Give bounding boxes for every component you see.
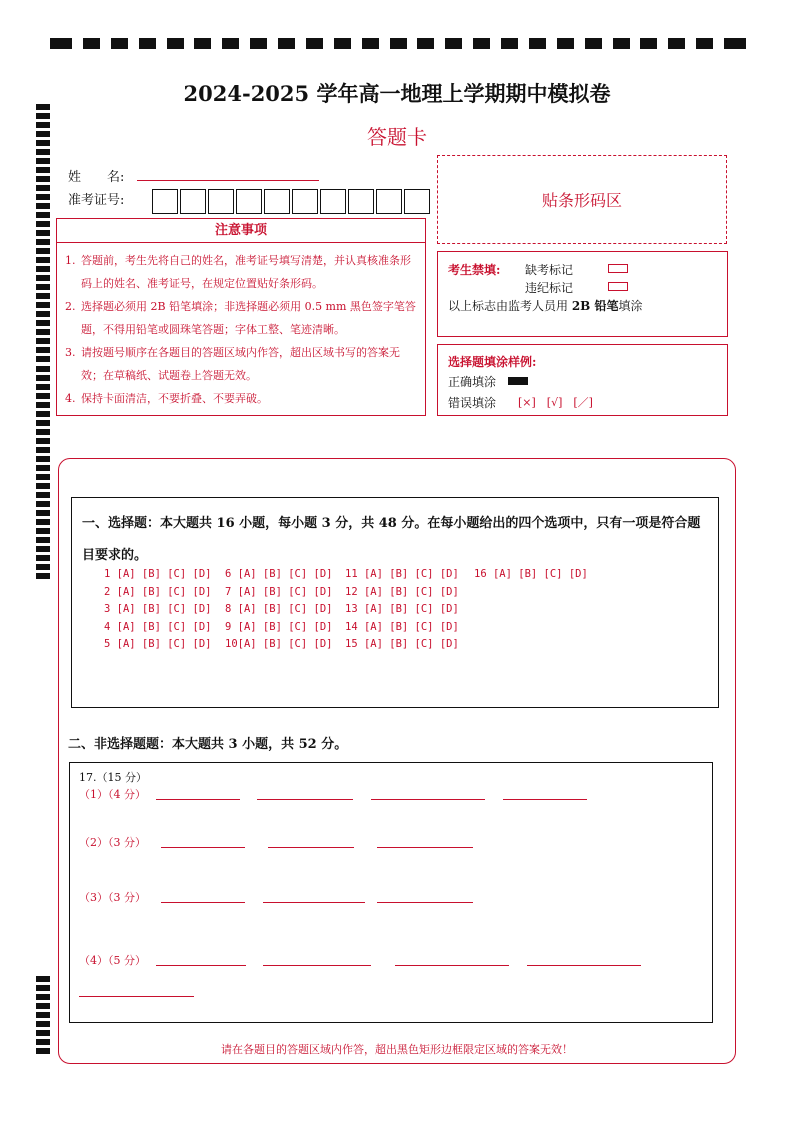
q17-part3-label: （3）（3 分） — [79, 891, 146, 904]
note-item: 4. 保持卡面清洁，不要折叠、不要弄破。 — [65, 392, 268, 405]
choice-row: 1 [A] [B] [C] [D] — [104, 568, 212, 580]
absent-label: 缺考标记 — [525, 263, 574, 277]
answer-line[interactable] — [263, 965, 371, 966]
id-label: 准考证号: — [68, 193, 125, 208]
choice-row: 7 [A] [B] [C] [D] — [225, 585, 333, 598]
answer-line[interactable] — [161, 847, 245, 848]
left-timing-marks-middle — [36, 366, 50, 579]
q17-part1-label: （1）（4 分） — [79, 788, 146, 801]
answer-line[interactable] — [371, 799, 485, 800]
choice-column-4[interactable] — [474, 566, 588, 584]
choice-column-1[interactable] — [104, 566, 211, 654]
q17-label: 17.（15 分） — [79, 771, 147, 784]
answer-line[interactable] — [156, 965, 246, 966]
answer-line[interactable] — [156, 799, 240, 800]
choice-row: 13 [A] [B] [C] [D] — [345, 603, 459, 615]
violation-mark[interactable] — [608, 282, 628, 291]
top-timing-marks — [50, 38, 746, 51]
answer-line[interactable] — [395, 965, 509, 966]
name-field[interactable] — [137, 180, 319, 181]
answer-line[interactable] — [161, 902, 245, 903]
section2-title: 二、非选择题题：本大题共 3 小题，共 52 分。 — [68, 737, 348, 752]
choice-row: 6 [A] [B] [C] [D] — [225, 568, 333, 580]
answer-sheet-title: 答题卡 — [367, 125, 427, 149]
answer-line[interactable] — [377, 847, 473, 848]
choice-row: 12 [A] [B] [C] [D] — [345, 585, 459, 598]
choice-row: 16 [A] [B] [C] [D] — [474, 568, 588, 580]
exam-title: 2024-2025 学年高一地理上学期期中模拟卷 — [183, 81, 611, 106]
notes-heading: 注意事项 — [57, 219, 425, 243]
q17-part2-label: （2）（3 分） — [79, 836, 146, 849]
absent-mark[interactable] — [608, 264, 628, 273]
choice-row: 9 [A] [B] [C] [D] — [225, 620, 333, 633]
choice-row: 3 [A] [B] [C] [D] — [104, 603, 212, 615]
violation-label: 违纪标记 — [525, 281, 574, 295]
choice-row: 2 [A] [B] [C] [D] — [104, 585, 212, 598]
answer-line[interactable] — [268, 847, 354, 848]
choice-row: 10[A] [B] [C] [D] — [225, 638, 333, 650]
examiner-only-box — [437, 251, 728, 337]
sample-label: 选择题填涂样例: — [448, 355, 537, 369]
choice-row: 11 [A] [B] [C] [D] — [345, 568, 459, 580]
answer-line[interactable] — [377, 902, 473, 903]
answer-line[interactable] — [527, 965, 641, 966]
forbid-note: 以上标志由监考人员用 2B 铅笔填涂 — [448, 299, 643, 313]
choice-row: 15 [A] [B] [C] [D] — [345, 638, 459, 650]
note-item: 3. 请按题号顺序在各题目的答题区域内作答，超出区域书写的答案无效；在草稿纸、试题卷上答题无效。 — [65, 346, 400, 382]
fill-sample-box — [437, 344, 728, 416]
answer-line[interactable] — [257, 799, 353, 800]
multiple-choice-box — [71, 497, 719, 708]
notes-box — [56, 218, 426, 416]
answer-line[interactable] — [503, 799, 587, 800]
choice-row: 14 [A] [B] [C] [D] — [345, 620, 459, 633]
correct-label: 正确填涂 — [448, 375, 497, 389]
footer-warning: 请在各题目的答题区域内作答，超出黑色矩形边框限定区域的答案无效！ — [221, 1043, 573, 1056]
name-label: 姓 名: — [68, 170, 125, 185]
exam-id-boxes[interactable] — [152, 189, 432, 214]
wrong-fill-examples: [×] [√] [／] — [518, 396, 593, 409]
choice-row: 8 [A] [B] [C] [D] — [225, 603, 333, 615]
q17-part4-label: （4）（5 分） — [79, 954, 146, 967]
forbid-label: 考生禁填: — [448, 263, 501, 277]
answer-line[interactable] — [79, 996, 194, 997]
correct-fill-example — [508, 377, 528, 385]
choice-column-2[interactable] — [225, 566, 332, 654]
q17-answer-box — [69, 762, 713, 1023]
note-item: 1. 答题前，考生先将自己的姓名，准考证号填写清楚，并认真核准条形码上的姓名、准考证号，在规定位置贴好条形码。 — [65, 254, 411, 290]
note-item: 2. 选择题必须用 2B 铅笔填涂；非选择题必须用 0.5 mm 黑色签字笔答题，不得用铅笔或圆珠笔答题；字体工整、笔迹清晰。 — [65, 300, 416, 336]
wrong-label: 错误填涂 — [448, 396, 497, 410]
choice-row: 5 [A] [B] [C] [D] — [104, 638, 212, 650]
answer-line[interactable] — [263, 902, 365, 903]
barcode-area: 贴条形码区 — [437, 155, 727, 244]
choice-row: 4 [A] [B] [C] [D] — [104, 620, 212, 633]
section1-title: 一、选择题：本大题共 16 小题，每小题 3 分，共 48 分。在每小题给出的四个选项中，只有一项是符合题目要求的。 — [82, 516, 701, 563]
choice-column-3[interactable] — [345, 566, 459, 654]
